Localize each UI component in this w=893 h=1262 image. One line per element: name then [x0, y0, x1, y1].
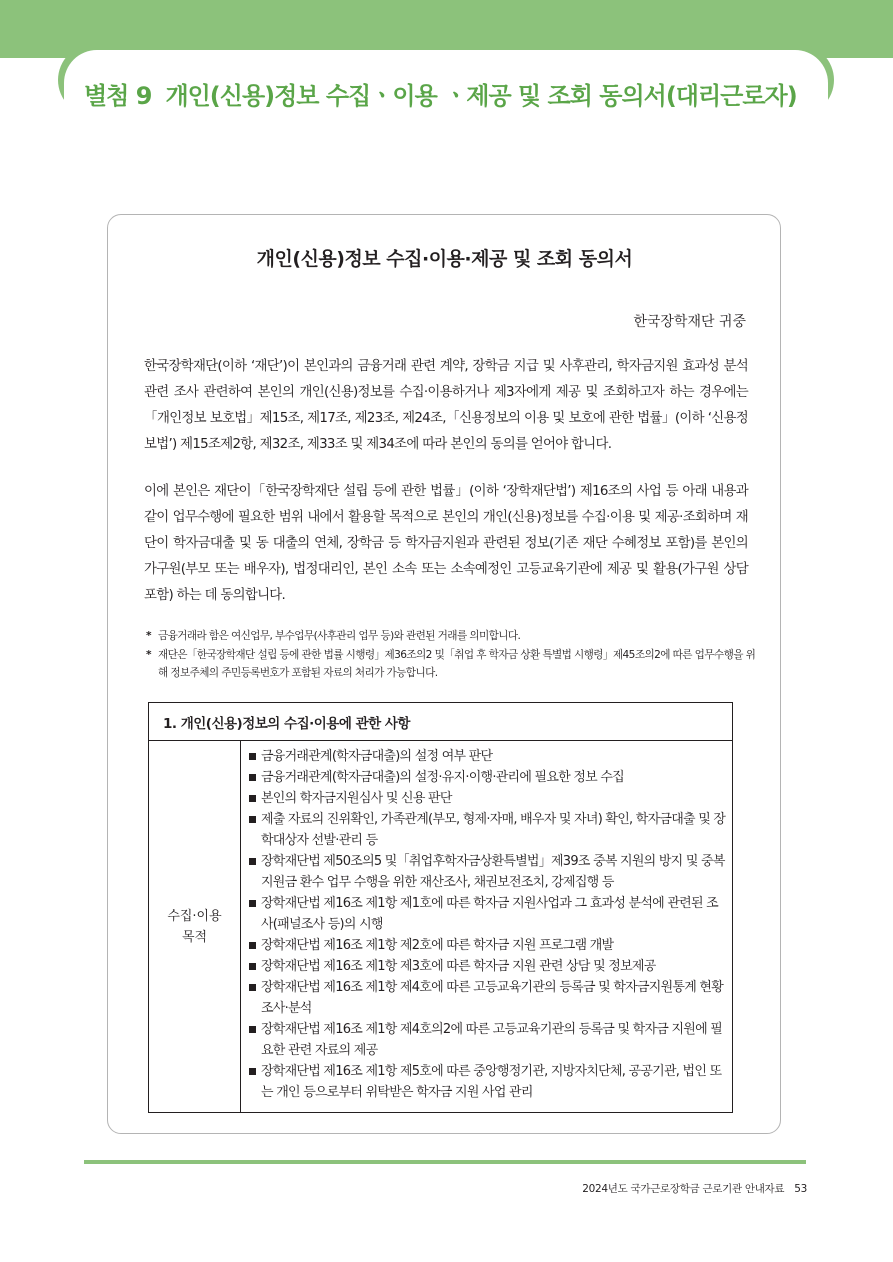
row-label-line: 수집·이용	[167, 908, 222, 924]
recipient-line: 한국장학재단 귀중	[633, 314, 746, 330]
list-item: 장학재단법 제50조의5 및「취업후학자금상환특별법」제39조 중복 지원의 방지 및 중복지원금 환수 업무 수행을 위한 재산조사, 채권보전조치, 강제집행 등	[249, 851, 726, 893]
page-footer	[582, 1181, 807, 1196]
list-item: 장학재단법 제16조 제1항 제4호의2에 따른 고등교육기관의 등록금 및 학자금 지원에 필요한 관련 자료의 제공	[249, 1019, 726, 1061]
row-label	[149, 741, 241, 1113]
list-item: 장학재단법 제16조 제1항 제1호에 따른 학자금 지원사업과 그 효과성 분석에 관련된 조사(패널조사 등)의 시행	[249, 893, 726, 935]
appendix-title: 개인(신용)정보 수집ㆍ이용 ㆍ제공 및 조회 동의서(대리근로자)	[165, 81, 797, 110]
square-bullet-icon	[249, 795, 256, 802]
purpose-list-cell	[241, 741, 733, 1113]
page-number: 53	[794, 1183, 807, 1195]
appendix-number: 별첨 9	[84, 81, 152, 110]
square-bullet-icon	[249, 900, 256, 907]
list-item: 금융거래관계(학자금대출)의 설정 여부 판단	[249, 746, 726, 767]
asterisk-marker: *	[146, 630, 151, 642]
square-bullet-icon	[249, 774, 256, 781]
footer-rule	[84, 1160, 806, 1164]
asterisk-marker: *	[146, 648, 151, 661]
square-bullet-icon	[249, 1068, 256, 1075]
square-bullet-icon	[249, 942, 256, 949]
intro-paragraph: 한국장학재단(이하 ‘재단’)이 본인과의 금융거래 관련 계약, 장학금 지급 및 사후관리, 학자금지원 효과성 분석 관련 조사 관련하여 본인의 개인(신용)정보를 수집·이용하거나 제3자에게 제공 및 조회하고자 하는 경우에는「개인정보 보호법」제15조, 제17조, 제23조, 제24조,「신용정보의 이용 및 보호에 관한 법률」(이하 ‘신용정보법’) 제15조제2항, 제32조, 제33조 및 제34조에 따라 본인의 동의를 얻어야 합니다.	[144, 359, 748, 452]
footnotes	[146, 627, 756, 683]
list-item: 장학재단법 제16조 제1항 제2호에 따른 학자금 지원 프로그램 개발	[249, 935, 726, 956]
square-bullet-icon	[249, 963, 256, 970]
list-item: 제출 자료의 진위확인, 가족관계(부모, 형제·자매, 배우자 및 자녀) 확인, 학자금대출 및 장학대상자 선발·관리 등	[249, 809, 726, 851]
square-bullet-icon	[249, 816, 256, 823]
footnote-text: 금융거래라 함은 여신업무, 부수업무(사후관리 업무 등)와 관련된 거래를 의미합니다.	[158, 630, 521, 642]
square-bullet-icon	[249, 753, 256, 760]
table-section-title: 1. 개인(신용)정보의 수집·이용에 관한 사항	[149, 703, 733, 741]
list-item: 장학재단법 제16조 제1항 제4호에 따른 고등교육기관의 등록금 및 학자금지원통계 현황 조사·분석	[249, 977, 726, 1019]
row-label-line: 목적	[181, 929, 208, 945]
purpose-list	[249, 746, 726, 1103]
footnote	[146, 627, 756, 646]
list-item: 장학재단법 제16조 제1항 제3호에 따른 학자금 지원 관련 상담 및 정보제공	[249, 956, 726, 977]
list-item: 장학재단법 제16조 제1항 제5호에 따른 중앙행정기관, 지방자치단체, 공공기관, 법인 또는 개인 등으로부터 위탁받은 학자금 지원 사업 관리	[249, 1061, 726, 1103]
collection-purpose-table	[148, 702, 733, 1113]
list-item: 금융거래관계(학자금대출)의 설정·유지·이행·관리에 필요한 정보 수집	[249, 767, 726, 788]
publication-name: 2024년도 국가근로장학금 근로기관 안내자료	[582, 1183, 785, 1195]
square-bullet-icon	[249, 984, 256, 991]
footnote-text: 재단은「한국장학재단 설립 등에 관한 법률 시행령」제36조의2 및「취업 후 학자금 상환 특별법 시행령」제45조의2에 따른 업무수행을 위해 정보주체의 주민등록번호가 포함된 자료의 처리가 가능합니다.	[158, 648, 756, 679]
appendix-heading	[84, 72, 797, 114]
consent-paragraph: 이에 본인은 재단이「한국장학재단 설립 등에 관한 법률」(이하 ‘장학재단법’) 제16조의 사업 등 아래 내용과 같이 업무수행에 필요한 범위 내에서 활용할 목적으로 본인의 개인(신용)정보를 수집·이용 및 제공·조회하며 재단이 학자금대출 및 동 대출의 연체, 장학금 등 학자금지원과 관련된 정보(기존 재단 수혜정보 포함)를 본인의 가구원(부모 또는 배우자), 법정대리인, 본인 소속 또는 소속예정인 고등교육기관에 제공 및 활용(가구원 상담 포함) 하는 데 동의합니다.	[144, 484, 748, 603]
square-bullet-icon	[249, 1026, 256, 1033]
document-title: 개인(신용)정보 수집·이용·제공 및 조회 동의서	[256, 248, 633, 270]
square-bullet-icon	[249, 858, 256, 865]
list-item: 본인의 학자금지원심사 및 신용 판단	[249, 788, 726, 809]
footnote	[146, 646, 756, 683]
